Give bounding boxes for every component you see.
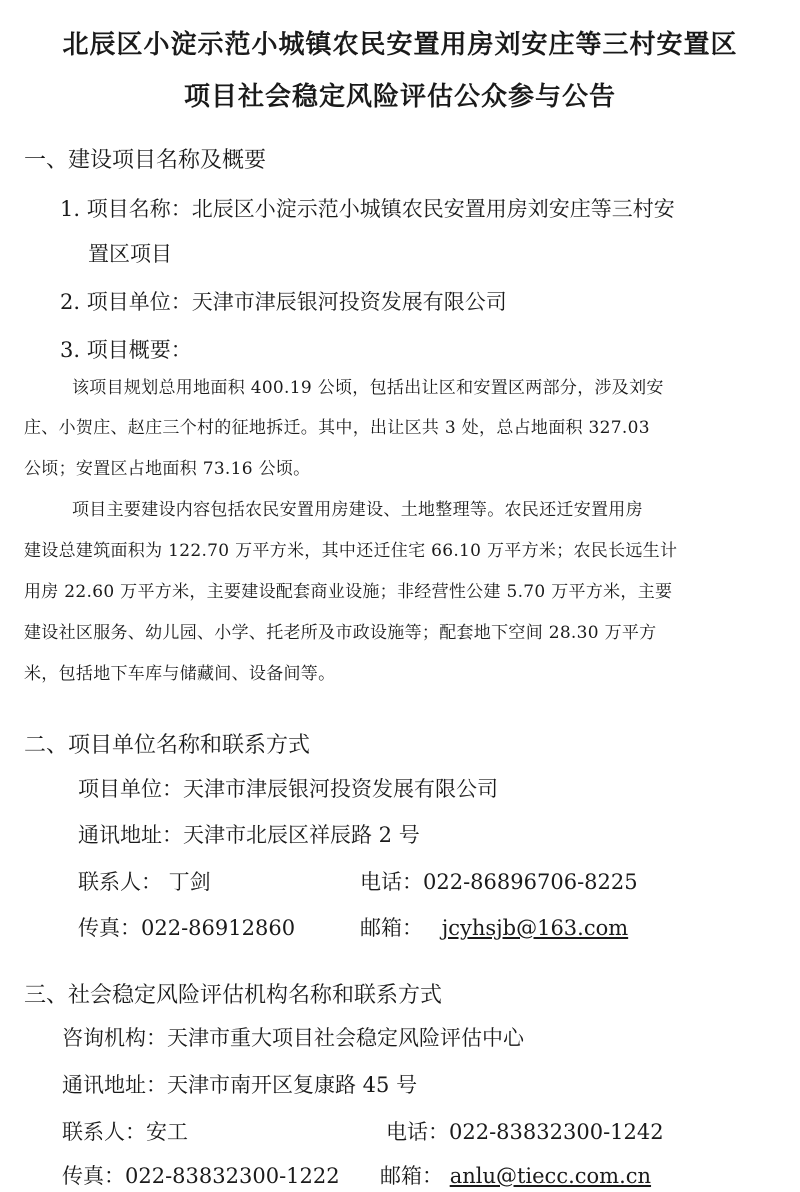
project-overview-label: 3. 项目概要： [60, 338, 192, 362]
agency-name: 咨询机构：天津市重大项目社会稳定风险评估中心 [62, 1026, 524, 1050]
section3-heading: 三、社会稳定风险评估机构名称和联系方式 [24, 983, 443, 1008]
overview-paragraph-1-line: 庄、小贺庄、赵庄三个村的征地拆迁。其中，出让区共 3 处，总占地面积 327.03 [24, 418, 650, 438]
unit-name: 项目单位：天津市津辰银河投资发展有限公司 [78, 777, 498, 801]
agency-email-row [380, 1160, 651, 1190]
unit-contact-person: 联系人： 丁剑 [78, 870, 211, 894]
project-name-line1: 1. 项目名称：北辰区小淀示范小城镇农民安置用房刘安庄等三村安 [60, 197, 675, 221]
overview-paragraph-1-line: 该项目规划总用地面积 400.19 公顷，包括出让区和安置区两部分，涉及刘安 [72, 378, 664, 398]
title-line-1: 北辰区小淀示范小城镇农民安置用房刘安庄等三村安置区 [62, 30, 738, 60]
title-line-2: 项目社会稳定风险评估公众参与公告 [183, 82, 616, 112]
overview-paragraph-2-line: 建设总建筑面积为 122.70 万平方米，其中还迁住宅 66.10 万平方米；农民长远生计 [24, 541, 678, 561]
unit-phone: 电话：022-86896706-8225 [360, 870, 638, 894]
overview-paragraph-1-line: 公顷；安置区占地面积 73.16 公顷。 [24, 459, 311, 479]
agency-email-label: 邮箱： [380, 1164, 443, 1188]
unit-email-label: 邮箱： [360, 916, 423, 940]
agency-email[interactable]: anlu@tiecc.com.cn [449, 1164, 652, 1188]
overview-paragraph-2-line: 项目主要建设内容包括农民安置用房建设、土地整理等。农民还迁安置用房 [72, 500, 643, 520]
project-unit: 2. 项目单位：天津市津辰银河投资发展有限公司 [60, 290, 507, 314]
section2-heading: 二、项目单位名称和联系方式 [24, 733, 311, 758]
overview-paragraph-2-line: 用房 22.60 万平方米，主要建设配套商业设施；非经营性公建 5.70 万平方米，主要 [24, 582, 673, 602]
unit-address: 通讯地址：天津市北辰区祥辰路 2 号 [78, 823, 420, 847]
agency-phone: 电话：022-83832300-1242 [386, 1120, 664, 1144]
section1-heading: 一、建设项目名称及概要 [24, 148, 267, 173]
unit-email-row [360, 912, 628, 942]
agency-address: 通讯地址：天津市南开区复康路 45 号 [62, 1073, 418, 1097]
unit-fax: 传真：022-86912860 [78, 916, 296, 940]
overview-paragraph-2-line: 建设社区服务、幼儿园、小学、托老所及市政设施等；配套地下空间 28.30 万平方 [24, 623, 657, 643]
unit-email[interactable]: jcyhsjb@163.com [441, 916, 629, 940]
agency-contact-person: 联系人：安工 [62, 1120, 188, 1144]
overview-paragraph-2-line: 米，包括地下车库与储藏间、设备间等。 [24, 664, 336, 684]
project-name-line2: 置区项目 [88, 242, 172, 266]
agency-fax: 传真：022-83832300-1222 [62, 1164, 340, 1188]
